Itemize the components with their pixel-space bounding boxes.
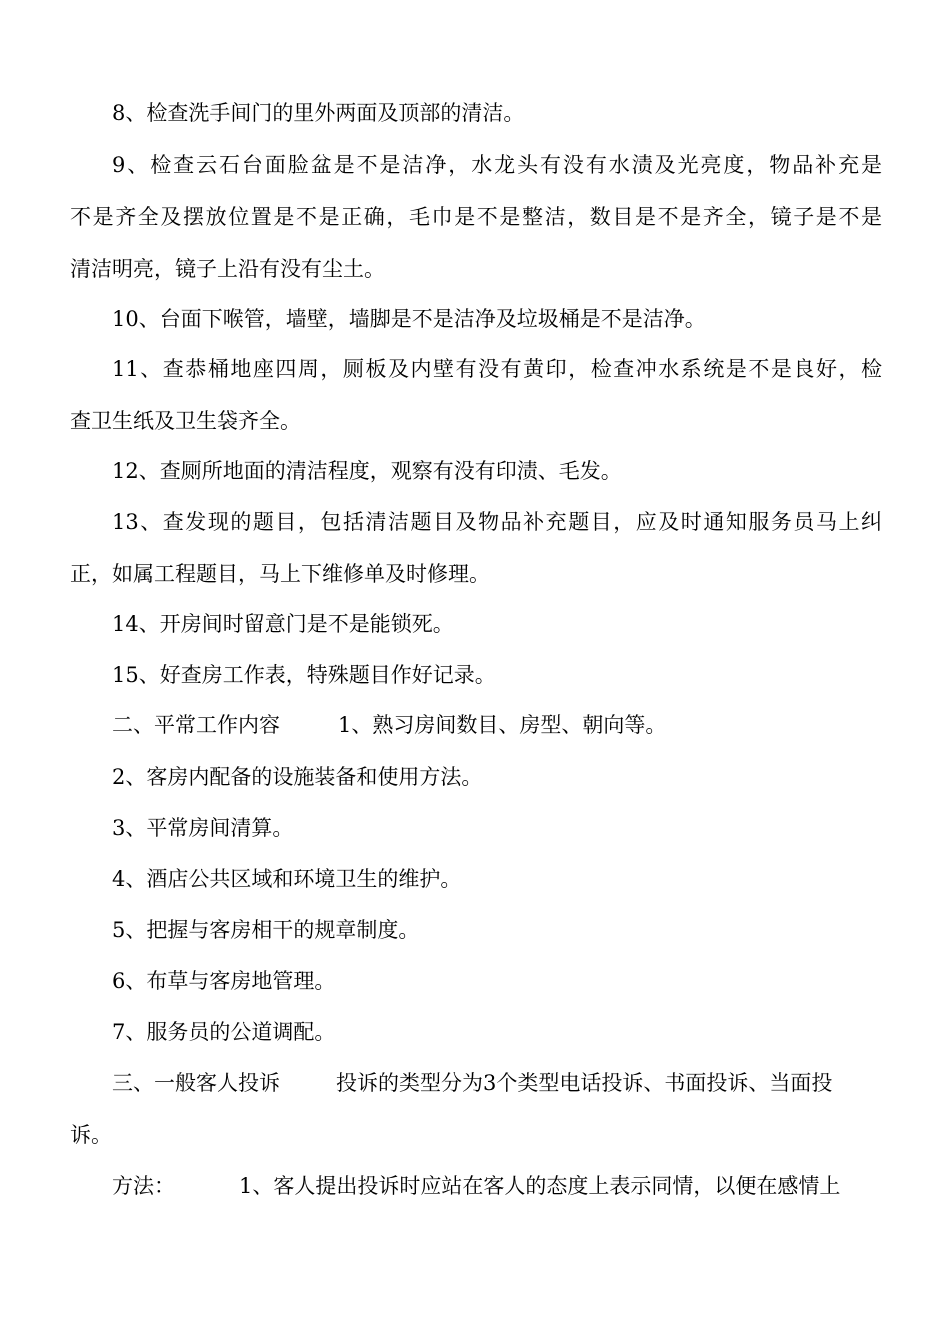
- paragraph-line: 2、客房内配备的设施装备和使用方法。: [112, 765, 483, 789]
- paragraph-line: 7、服务员的公道调配。: [112, 1020, 336, 1044]
- paragraph-line: 10、台面下喉管，墙壁，墙脚是不是洁净及垃圾桶是不是洁净。: [112, 307, 706, 331]
- section-heading-line: [112, 1068, 882, 1098]
- section-heading: 三、一般客人投诉: [112, 1071, 280, 1095]
- paragraph-line: 15、好查房工作表，特殊题目作好记录。: [112, 663, 496, 687]
- section-first-item: 1、熟习房间数目、房型、朝向等。: [338, 713, 667, 737]
- paragraph-line: 6、布草与客房地管理。: [112, 969, 336, 993]
- method-first-item: 1、客人提出投诉时应站在客人的态度上表示同情，以便在感情上: [239, 1174, 841, 1198]
- section-heading-line: [112, 710, 882, 740]
- section-first-item: 投诉的类型分为3个类型电话投诉、书面投诉、当面投: [336, 1071, 833, 1095]
- paragraph-line: 不是齐全及摆放位置是不是正确，毛巾是不是整洁，数目是不是齐全，镜子是不是: [70, 205, 882, 229]
- paragraph-line: 正，如属工程题目，马上下维修单及时修理。: [70, 562, 490, 586]
- paragraph-line: 9、检查云石台面脸盆是不是洁净，水龙头有没有水渍及光亮度，物品补充是: [112, 153, 882, 177]
- paragraph-line: 查卫生纸及卫生袋齐全。: [70, 409, 301, 433]
- paragraph-line: 3、平常房间清算。: [112, 816, 294, 840]
- paragraph-line: 11、查恭桶地座四周，厕板及内壁有没有黄印，检查冲水系统是不是良好，检: [112, 357, 882, 381]
- section-heading: 二、平常工作内容: [112, 713, 280, 737]
- paragraph-line: 清洁明亮，镜子上沿有没有尘土。: [70, 257, 385, 281]
- paragraph-line: 13、查发现的题目，包括清洁题目及物品补充题目，应及时通知服务员马上纠: [112, 510, 882, 534]
- method-line: [112, 1171, 882, 1201]
- method-label: 方法：: [112, 1174, 175, 1198]
- paragraph-line: 诉。: [70, 1123, 112, 1147]
- paragraph-line: 5、把握与客房相干的规章制度。: [112, 918, 420, 942]
- paragraph-line: 4、酒店公共区域和环境卫生的维护。: [112, 867, 462, 891]
- paragraph-line: 8、检查洗手间门的里外两面及顶部的清洁。: [112, 101, 525, 125]
- paragraph-line: 14、开房间时留意门是不是能锁死。: [112, 612, 454, 636]
- paragraph-line: 12、查厕所地面的清洁程度，观察有没有印渍、毛发。: [112, 459, 622, 483]
